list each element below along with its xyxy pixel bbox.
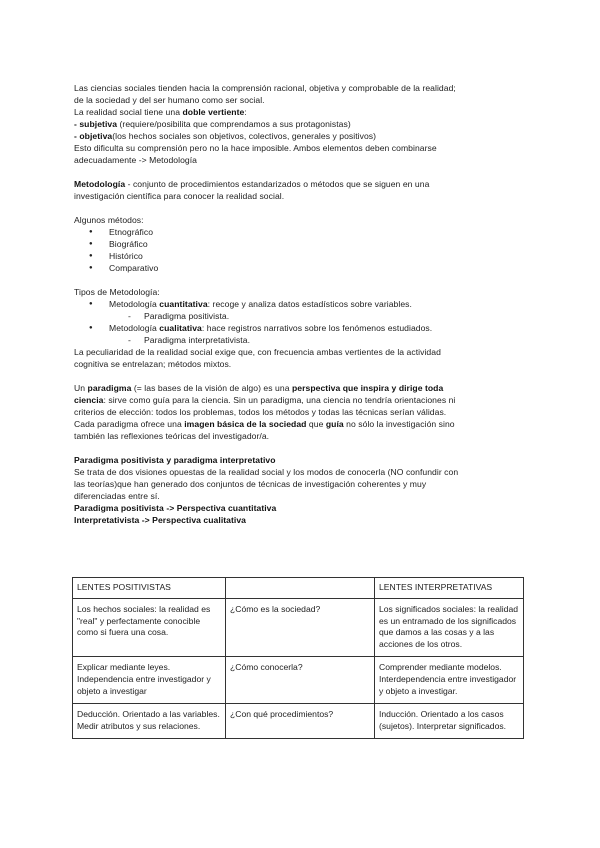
section-line: las teorías)que han generado dos conjuntos de técnicas de investigación coherentes y muy [74,479,427,489]
intro-line: La realidad social tiene una doble vertiente: [74,107,247,117]
table-cell: Inducción. Orientado a los casos (sujetos). Interpretar significados. [375,704,524,739]
intro-line: adecuadamente -> Metodología [74,155,197,165]
table-cell: Los significados sociales: la realidad es un entramado de los significados que damos a las cosas y a las acciones de los otros. [375,599,524,657]
table-header-cell [226,578,375,599]
paradigma-line: Cada paradigma ofrece una imagen básica de la sociedad que guía no sólo la investigación sino [74,419,455,429]
paradigma-line: también las reflexiones teóricas del investigador/a. [74,431,270,441]
paradigma-line: Un paradigma (= las bases de la visión de algo) es una perspectiva que inspira y dirige toda [74,383,444,393]
table-header-cell: LENTES INTERPRETATIVAS [375,578,524,599]
table-header-cell: LENTES POSITIVISTAS [73,578,226,599]
table-cell: ¿Con qué procedimientos? [226,704,375,739]
list-item: ● Comparativo [74,262,526,274]
table-cell: ¿Cómo es la sociedad? [226,599,375,657]
tipos-list [74,298,526,310]
intro-line: de la sociedad y del ser humano como ser social. [74,95,265,105]
section-heading: Paradigma positivista y paradigma interpretativo [74,455,276,465]
list-item: - Paradigma positivista. [74,310,526,322]
paradigma-line: criterios de elección: todos los problemas, todos los métodos y todas las técnicas serían válidas. [74,407,447,417]
list-item: ● Biográfico [74,238,526,250]
cuantitativa-sublist [74,310,526,322]
table-cell: Los hechos sociales: la realidad es "real" y perfectamente conocible como si fuera una cosa. [73,599,226,657]
intro-line: Las ciencias sociales tienden hacia la comprensión racional, objetiva y comprobable de la realidad; [74,83,456,93]
cualitativa-sublist [74,334,526,346]
lentes-table [72,577,524,739]
table-cell: Explicar mediante leyes. Independencia entre investigador y objeto a investigar [73,657,226,704]
paradigma-line: ciencia: sirve como guía para la ciencia. Sin un paradigma, una ciencia no tendría orientaciones ni [74,395,456,405]
metodologia-definition: Metodología - conjunto de procedimientos estandarizados o métodos que se siguen en una [74,179,430,189]
tipos-heading: Tipos de Metodología: [74,287,160,297]
intro-line: Esto dificulta su comprensión pero no la hace imposible. Ambos elementos deben combinarse [74,143,437,153]
list-item-cualitativa: ● Metodología cualitativa: hace registros narrativos sobre los fenómenos estudiados. [74,322,526,334]
peculiaridad-line: La peculiaridad de la realidad social exige que, con frecuencia ambas vertientes de la actividad [74,347,441,357]
section-line: Se trata de dos visiones opuestas de la realidad social y los modos de conocerla (NO confundir con [74,467,459,477]
tipos-list-2 [74,322,526,334]
list-item: ● Histórico [74,250,526,262]
table-header-row [73,578,524,599]
metodos-list [74,226,526,274]
list-item: ● Etnográfico [74,226,526,238]
relation-line: Paradigma positivista -> Perspectiva cuantitativa [74,503,277,513]
metodologia-term: Metodología [74,179,126,189]
doble-vertiente-term: doble vertiente [182,107,245,117]
section-line: diferenciadas entre sí. [74,491,160,501]
subjetiva-line: - subjetiva (requiere/posibilita que comprendamos a sus protagonistas) [74,119,351,129]
peculiaridad-line: cognitiva se entrelazan; métodos mixtos. [74,359,232,369]
metodos-heading: Algunos métodos: [74,215,144,225]
list-item: - Paradigma interpretativista. [74,334,526,346]
table-row [73,704,524,739]
table-cell: Comprender mediante modelos. Interdependencia entre investigador y objeto a investigar. [375,657,524,704]
objetiva-line: - objetiva(los hechos sociales son objetivos, colectivos, generales y positivos) [74,131,377,141]
table-cell: ¿Cómo conocerla? [226,657,375,704]
metodologia-definition-cont: investigación científica para conocer la realidad social. [74,191,285,201]
document-body [74,82,526,526]
table-cell: Deducción. Orientado a las variables. Medir atributos y sus relaciones. [73,704,226,739]
relation-line: Interpretativista -> Perspectiva cualitativa [74,515,247,525]
table-row [73,599,524,657]
list-item-cuantitativa: ● Metodología cuantitativa: recoge y analiza datos estadísticos sobre variables. [74,298,526,310]
table-row [73,657,524,704]
